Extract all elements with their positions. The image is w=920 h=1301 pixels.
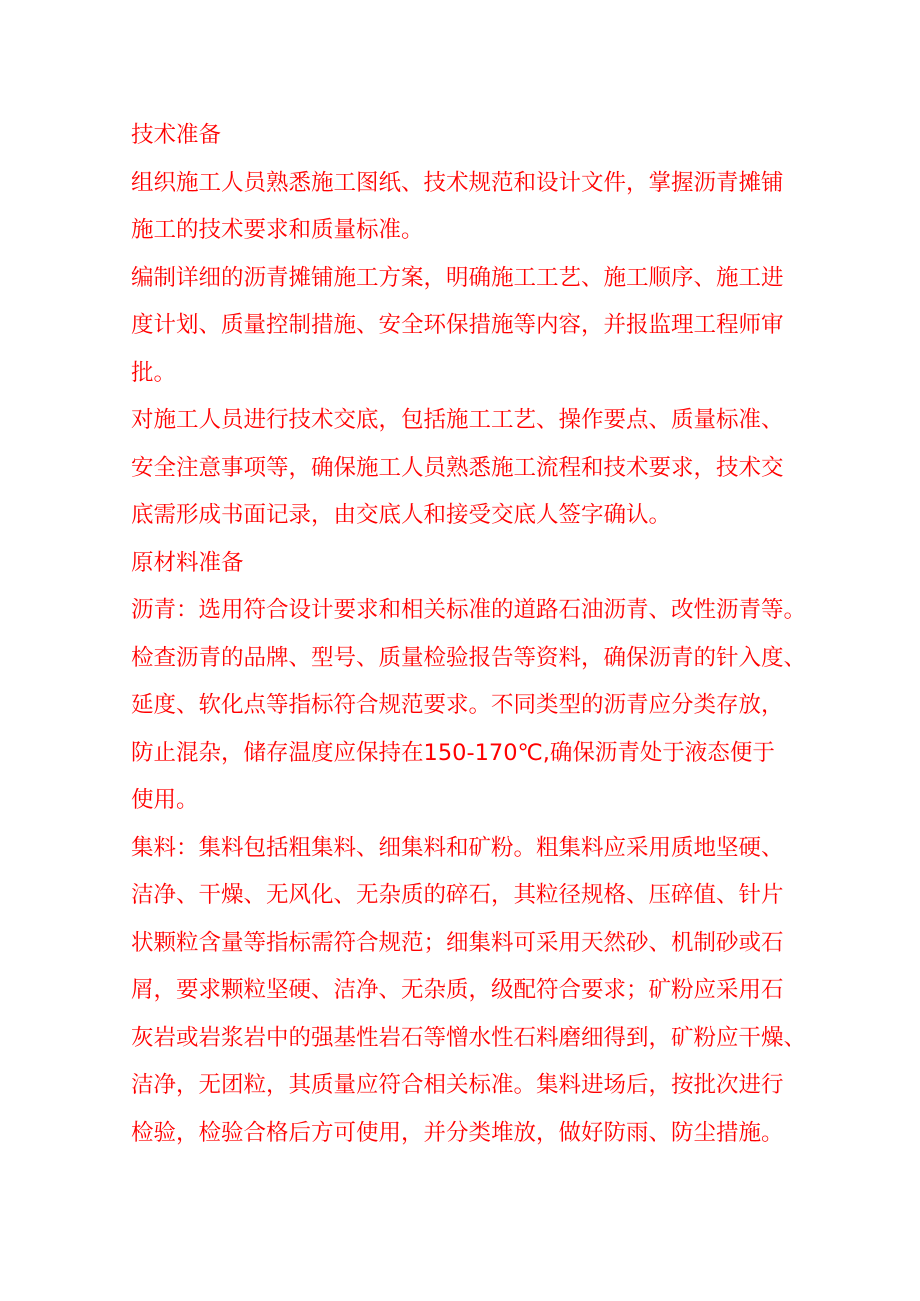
text-line: 防止混杂，储存温度应保持在150-170℃,确保沥青处于液态便于 [131,739,775,766]
text-line: 灰岩或岩浆岩中的强基性岩石等憎水性石料磨细得到，矿粉应干燥、 [131,1024,807,1051]
text-line: 使用。 [131,787,199,813]
paragraph-technical-briefing [131,397,803,540]
paragraph-familiarize-drawings [131,160,803,255]
text-line: 安全注意事项等，确保施工人员熟悉施工流程和技术要求，技术交 [131,454,784,481]
text-line: 编制详细的沥青摊铺施工方案，明确施工工艺、施工顺序、施工进 [131,264,784,291]
section-heading-technical-preparation: 技术准备 [131,122,222,148]
paragraph-construction-plan [131,255,803,398]
document-body [131,112,807,1157]
text-line: 组织施工人员熟悉施工图纸、技术规范和设计文件，掌握沥青摊铺 [131,169,784,196]
text-line: 洁净，无团粒，其质量应符合相关标准。集料进场后，按批次进行 [131,1072,784,1098]
text-line: 屑，要求颗粒坚硬、洁净、无杂质，级配符合要求；矿粉应采用石 [131,977,784,1003]
text-line: 集料：集料包括粗集料、细集料和矿粉。粗集料应采用质地坚硬、 [131,834,784,861]
text-line: 状颗粒含量等指标需符合规范；细集料可采用天然砂、机制砂或石 [131,929,784,956]
text-line: 施工的技术要求和质量标准。 [131,217,424,243]
paragraph-aggregate [131,825,807,1158]
text-line: 洁净、干燥、无风化、无杂质的碎石，其粒径规格、压碎值、针片 [131,882,784,908]
text-line: 底需形成书面记录，由交底人和接受交底人签字确认。 [131,502,672,528]
paragraph-asphalt [131,587,807,825]
text-line: 延度、软化点等指标符合规范要求。不同类型的沥青应分类存放， [131,692,784,718]
text-line: 对施工人员进行技术交底，包括施工工艺、操作要点、质量标准、 [131,407,784,433]
text-line: 沥青：选用符合设计要求和相关标准的道路石油沥青、改性沥青等。 [131,597,807,623]
text-line: 检查沥青的品牌、型号、质量检验报告等资料，确保沥青的针入度、 [131,644,807,671]
text-line: 批。 [131,359,177,386]
text-line: 检验，检验合格后方可使用，并分类堆放，做好防雨、防尘措施。 [131,1119,784,1146]
text-line: 度计划、质量控制措施、安全环保措施等内容，并报监理工程师审 [131,312,784,338]
section-heading-raw-materials: 原材料准备 [131,549,244,576]
